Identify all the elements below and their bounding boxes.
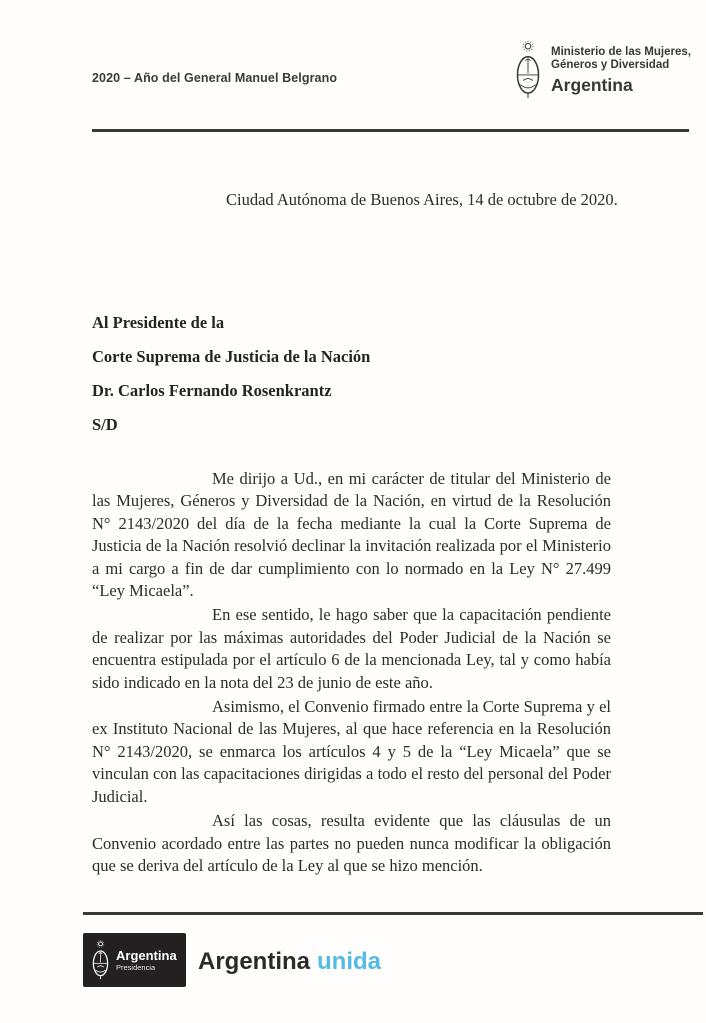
recipient-line: S/D: [92, 415, 118, 434]
body-paragraph: En ese sentido, le hago saber que la capacitación pendiente de realizar por las máximas autoridades del Poder Judicial de la Nación se encuentra estipulada por el artículo 6 de la mencionada Ley, tal y como había sido indicado en la nota del 23 de junio de este año.: [92, 605, 611, 692]
argentina-coat-of-arms-icon: [514, 40, 542, 100]
presidencia-logo: [83, 933, 186, 987]
ministry-country-label: Argentina: [551, 74, 633, 95]
ministry-name-line2: Géneros y Diversidad: [551, 59, 670, 71]
footer-divider-rule: [83, 912, 703, 915]
recipient-line: Corte Suprema de Justicia de la Nación: [92, 347, 371, 366]
body-paragraph: Me dirijo a Ud., en mi carácter de titular del Ministerio de las Mujeres, Géneros y Diversidad de la Nación, en virtud de la Resolución N° 2143/2020 del día de la fecha mediante la cual la Corte Suprema de Justicia de la Nación resolvió declinar la invitación realizada por el Ministerio a mi cargo a fin de dar cumplimiento con lo normado en la Ley N° 27.499 “Ley Micaela”.: [92, 469, 611, 601]
argentina-coat-of-arms-icon: [91, 940, 110, 980]
recipient-line: Dr. Carlos Fernando Rosenkrantz: [92, 381, 332, 400]
argentina-unida-wordmark: [198, 948, 381, 976]
header-divider-rule: [92, 129, 689, 132]
body-paragraph: Así las cosas, resulta evidente que las cláusulas de un Convenio acordado entre las partes no pueden nunca modificar la obligación que se deriva del artículo de la Ley al que se hizo mención.: [92, 811, 611, 875]
ministry-logo: [514, 40, 691, 100]
recipient-block: [92, 312, 370, 448]
presidencia-country-label: Argentina: [116, 947, 177, 963]
header-year-line: 2020 – Año del General Manuel Belgrano: [92, 71, 338, 85]
letter-body: [92, 468, 611, 879]
ministry-name-line1: Ministerio de las Mujeres,: [551, 45, 691, 58]
presidencia-logo-text: [116, 949, 177, 972]
ministry-logo-text: [551, 46, 691, 95]
slogan-argentina: Argentina: [198, 948, 311, 975]
letter-date-line: Ciudad Autónoma de Buenos Aires, 14 de octubre de 2020.: [226, 190, 618, 209]
recipient-line: Al Presidente de la: [92, 313, 225, 332]
body-paragraph: Asimismo, el Convenio firmado entre la Corte Suprema y el ex Instituto Nacional de las Mujeres, al que hace referencia en la Resolución N° 2143/2020, se enmarca los artículos 4 y 5 de la “Ley Micaela” que se vinculan con las capacitaciones dirigidas a todo el resto del personal del Poder Judicial.: [92, 697, 611, 806]
presidencia-unit-label: Presidencia: [116, 962, 156, 972]
slogan-unida: unida: [317, 948, 382, 975]
